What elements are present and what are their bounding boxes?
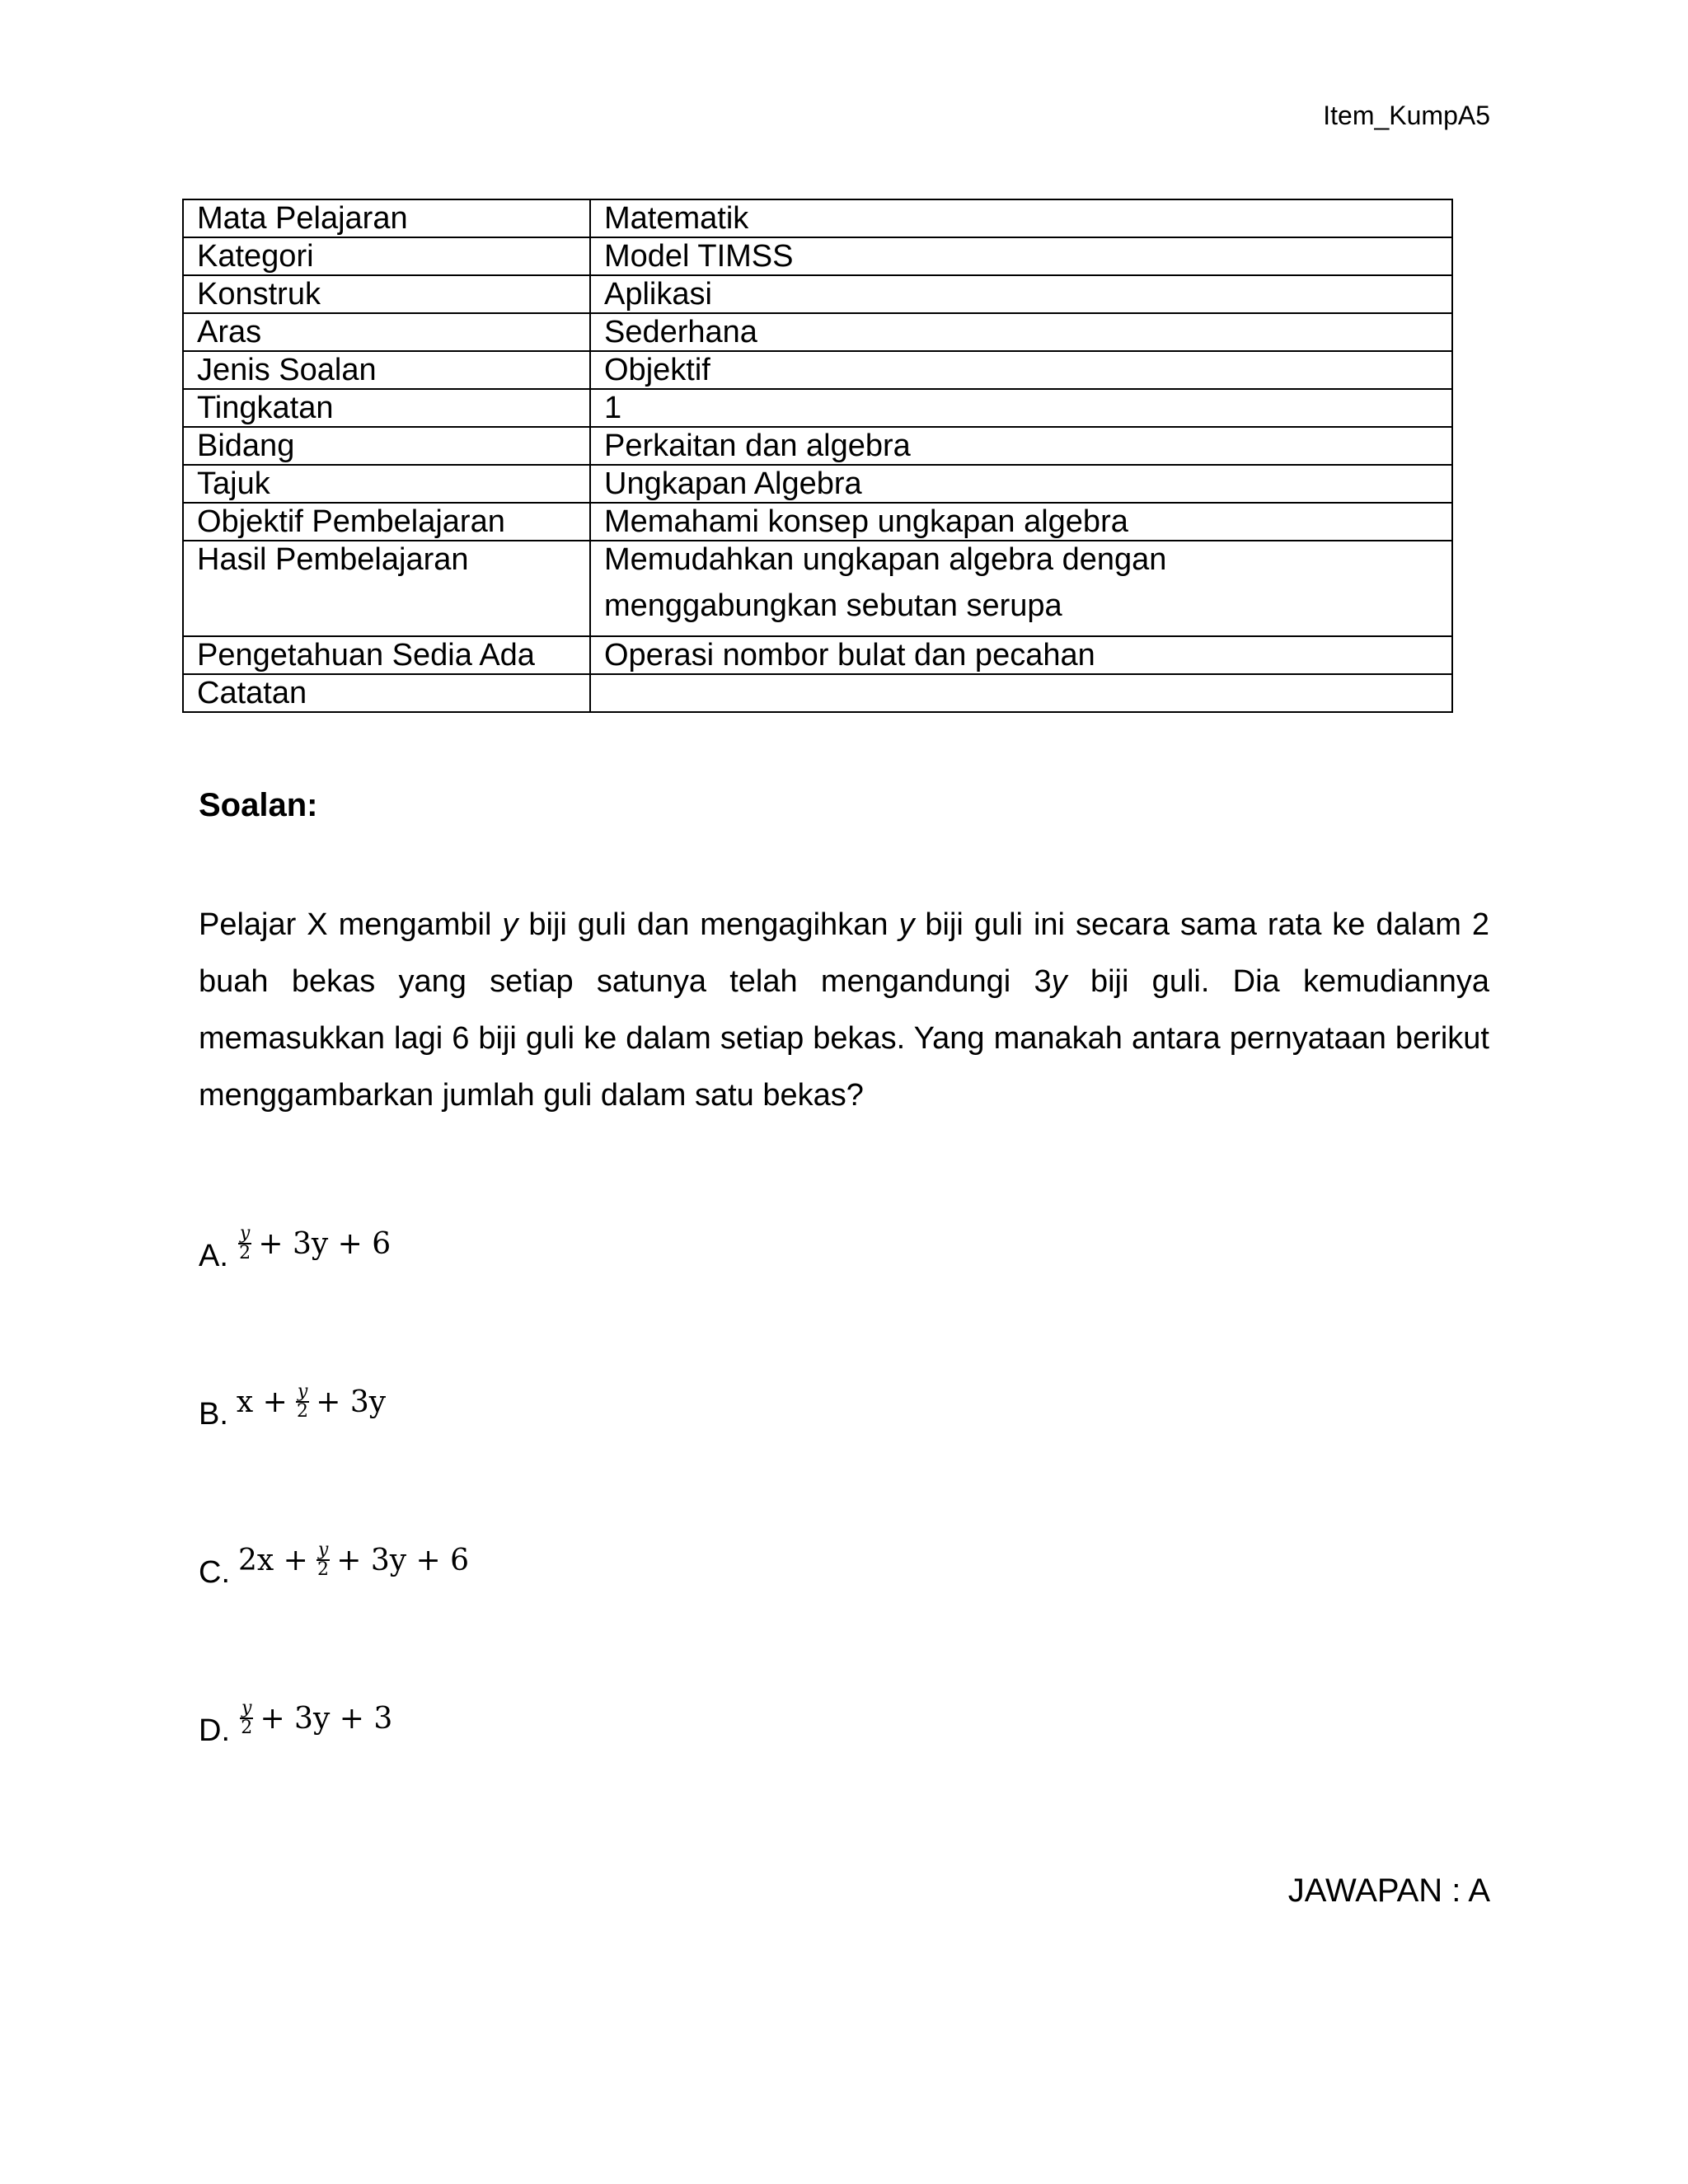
option-label: A. (199, 1239, 228, 1273)
fraction-numerator: y (297, 1381, 308, 1402)
option-expression (237, 1225, 391, 1263)
fraction-denominator: 2 (317, 1559, 330, 1580)
fraction-numerator: y (241, 1698, 252, 1718)
row-key: Pengetahuan Sedia Ada (183, 636, 590, 674)
row-value: Model TIMSS (590, 237, 1452, 275)
row-value: Matematik (590, 199, 1452, 237)
row-value: Memahami konsep ungkapan algebra (590, 503, 1452, 541)
table-row (183, 503, 1452, 541)
option-label: B. (199, 1397, 228, 1432)
row-key: Bidang (183, 427, 590, 465)
table-row (183, 674, 1452, 712)
row-value-line: menggabungkan sebutan serupa (604, 588, 1062, 623)
row-value (590, 674, 1452, 712)
expression-suffix: + 3y + 3 (260, 1701, 393, 1736)
expression-suffix: + 3y + 6 (258, 1226, 392, 1261)
row-key: Catatan (183, 674, 590, 712)
row-value: Operasi nombor bulat dan pecahan (590, 636, 1452, 674)
table-row (183, 275, 1452, 313)
document-id: Item_KumpA5 (1323, 101, 1490, 130)
fraction-numerator: y (239, 1223, 251, 1244)
row-key: Hasil Pembelajaran (183, 541, 590, 636)
row-value-line: Memudahkan ungkapan algebra dengan (604, 542, 1167, 577)
row-value: Objektif (590, 351, 1452, 389)
table-row (183, 351, 1452, 389)
variable-y: y (898, 907, 915, 942)
table-row (183, 427, 1452, 465)
expression-suffix: + 3y (316, 1385, 387, 1419)
table-row (183, 636, 1452, 674)
row-value (590, 541, 1452, 636)
table-row (183, 199, 1452, 237)
fraction (316, 1541, 330, 1579)
expression-prefix: 2x + (238, 1543, 308, 1577)
row-key: Konstruk (183, 275, 590, 313)
table-row (183, 389, 1452, 427)
question-text-part: Pelajar X mengambil (199, 907, 503, 942)
question-text-part: biji guli dan mengagihkan (518, 907, 899, 942)
row-value: Perkaitan dan algebra (590, 427, 1452, 465)
option-b[interactable] (199, 1381, 387, 1432)
question-title: Soalan: (199, 787, 318, 823)
table-row (183, 237, 1452, 275)
question-text-part: biji guli ini secara sama rata ke dalam 2 buah bekas yang setiap satunya telah mengandungi 3 (199, 907, 1489, 999)
row-key: Tajuk (183, 465, 590, 503)
row-value: 1 (590, 389, 1452, 427)
fraction (238, 1225, 251, 1263)
row-key: Jenis Soalan (183, 351, 590, 389)
answer-text: JAWAPAN : A (1287, 1872, 1490, 1909)
fraction-denominator: 2 (241, 1718, 253, 1738)
question-text-part: biji guli. Dia kemudiannya memasukkan lagi 6 biji guli ke dalam setiap bekas. Yang manakah antara pernyataan berikut menggambarkan jumlah guli dalam satu bekas? (199, 964, 1490, 1113)
option-expression (238, 1541, 469, 1579)
variable-y: y (502, 907, 518, 942)
row-value: Aplikasi (590, 275, 1452, 313)
option-expression (238, 1699, 392, 1737)
variable-y: y (1051, 964, 1067, 999)
row-key: Aras (183, 313, 590, 351)
row-key: Kategori (183, 237, 590, 275)
table-row (183, 541, 1452, 636)
fraction (296, 1383, 309, 1421)
table-row (183, 313, 1452, 351)
expression-prefix: x + (236, 1385, 288, 1419)
expression-suffix: + 3y + 6 (336, 1543, 470, 1577)
option-c[interactable] (199, 1540, 470, 1591)
fraction-numerator: y (317, 1540, 329, 1560)
fraction-denominator: 2 (239, 1243, 251, 1263)
table-row (183, 465, 1452, 503)
fraction-denominator: 2 (297, 1401, 309, 1422)
row-key: Mata Pelajaran (183, 199, 590, 237)
option-a[interactable] (199, 1223, 392, 1274)
row-value: Sederhana (590, 313, 1452, 351)
metadata-table (182, 199, 1453, 713)
question-text (199, 897, 1489, 1124)
option-expression (237, 1383, 386, 1421)
option-label: C. (199, 1555, 230, 1590)
row-key: Tingkatan (183, 389, 590, 427)
option-label: D. (199, 1713, 230, 1748)
row-value: Ungkapan Algebra (590, 465, 1452, 503)
fraction (240, 1699, 253, 1737)
option-d[interactable] (199, 1698, 393, 1749)
row-key: Objektif Pembelajaran (183, 503, 590, 541)
